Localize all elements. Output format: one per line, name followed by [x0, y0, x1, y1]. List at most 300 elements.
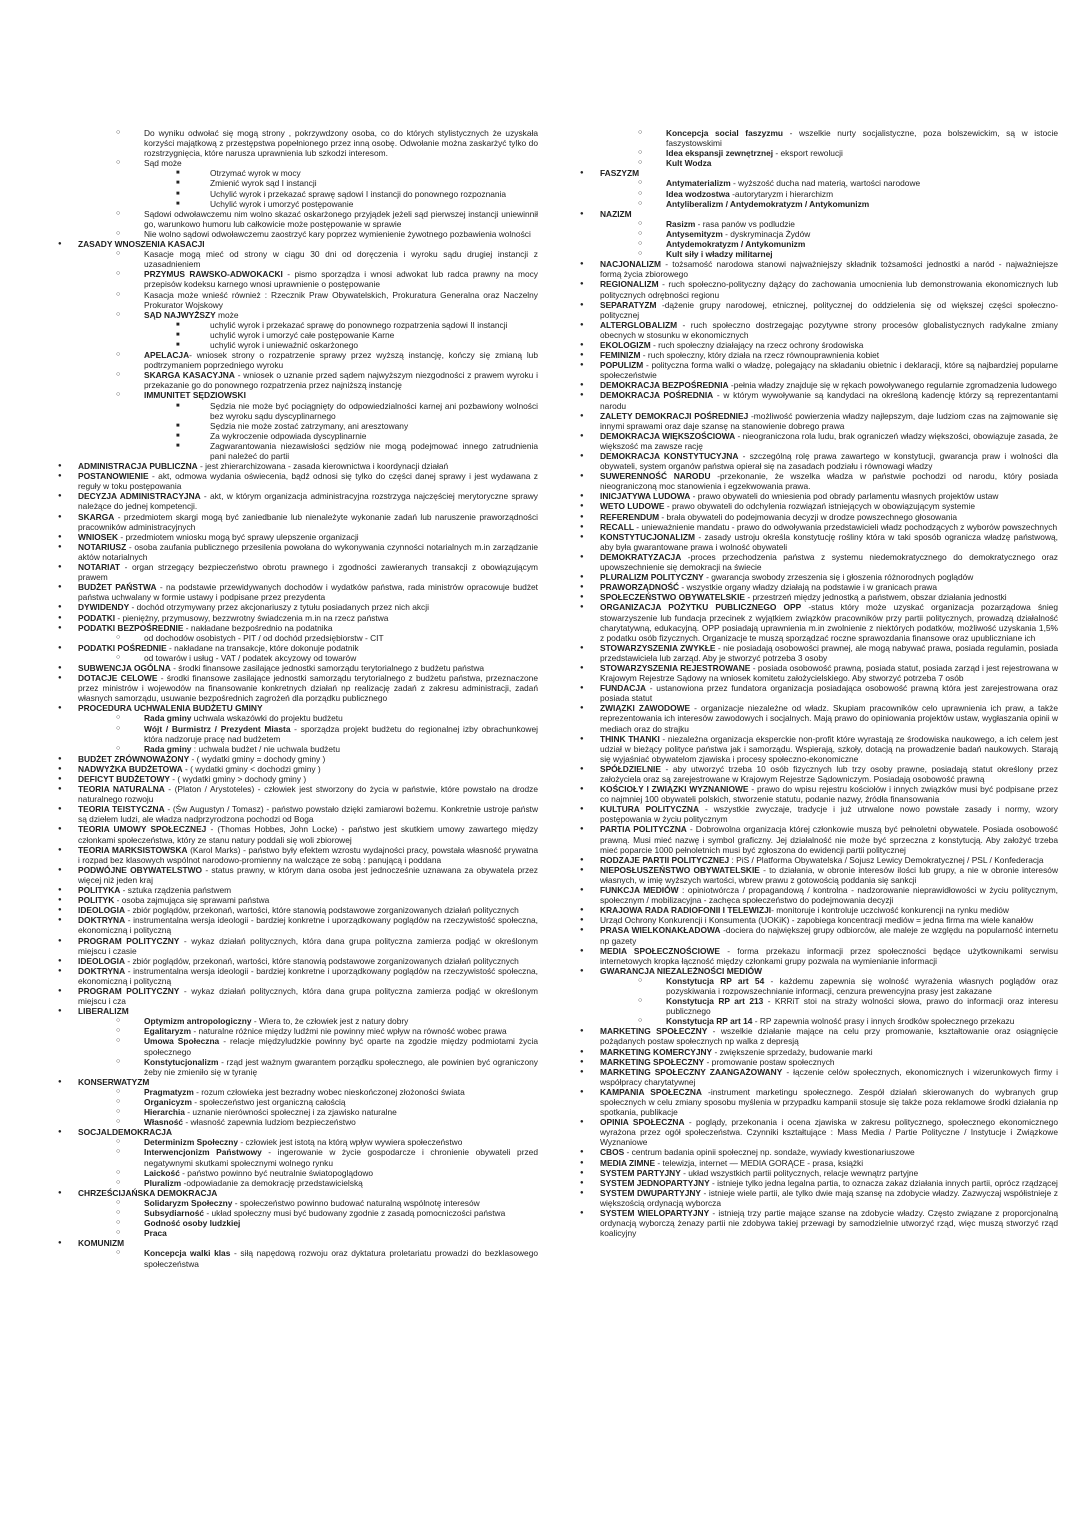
term: DOTACJE CELOWE [78, 673, 158, 684]
list-item [580, 522, 1058, 532]
list-item [580, 1057, 1058, 1067]
definition: - sztuka rządzenia państwem [120, 885, 232, 896]
list-item [580, 1208, 1058, 1238]
term: DYWIDENDY [78, 602, 130, 613]
term: DEMOKRATYZACJA [600, 551, 682, 562]
definition: Zmienić wyrok sąd I instancji [210, 178, 317, 189]
term: Subsydiarność [144, 1208, 205, 1219]
term: Własność [144, 1117, 184, 1128]
list-item [580, 360, 1058, 380]
term: PODATKI [78, 612, 116, 623]
definition: : PiS / Platforma Obywatelska / Sojusz Lewicy Demokratycznej / PSL / Konfederacja [729, 854, 1044, 865]
list-item [580, 1178, 1058, 1188]
term: APELACJA [144, 350, 190, 361]
term: OPINIA SPOŁECZNA [600, 1117, 685, 1128]
term: KRAJOWA RADA RADIOFONII I TELEWIZJI [600, 905, 772, 916]
list-item [580, 390, 1058, 410]
term: GWARANCJA NIEZALEŻNOŚCI MEDIÓW [600, 965, 763, 976]
definition: - istnieje tylko jedna legalna partia, to oznacza zakaz działania innych partii, oprócz rządzącej [709, 1177, 1058, 1188]
definition: Sąd może [144, 158, 182, 169]
list-item [580, 350, 1058, 360]
list-item [58, 744, 538, 754]
definition: - wszystkie zwyczaje, tradycje i już utrwalone nowo powstałe zasady i normy, wzory postępowania w życiu politycznym [600, 804, 1058, 825]
list-item [580, 885, 1058, 905]
list-item [580, 148, 1058, 158]
definition: - Dobrowolna organizacja której członkowie muszą być pełnoletni obywatele. Posiada osobowość prawną. Musi mieć nazwę i symbol graficzny. Jej działalność nie może być sprzeczna z konstytucją. Aby założyć trzeba mieć poparcie 1000 pełnoletnich musi być zgłoszona do ewidencji partii politycznej [600, 824, 1058, 855]
list-item [58, 1218, 538, 1228]
term: PRASA WIELKONAKŁADOWA [600, 925, 721, 936]
term: PRAWORZĄDNOŚĆ [600, 582, 680, 593]
list-item [580, 189, 1058, 199]
list-item [58, 986, 538, 1006]
definition: - istnieją trzy partie mające szanse na zdobycie władzy. Często związane z proporcjonalną ordynacją wyborczą żenazy partii nie zdobywa takiej przewagi by samodzielnie utworzyć rząd, więc muszą stworzyć rząd koalicyjny [600, 1208, 1058, 1239]
list-item [58, 865, 538, 885]
definition: - status prawny, w którym dana osoba jest jednocześnie uznawana za obywatela przez więcej niż jeden kraj [78, 864, 538, 885]
list-item [580, 279, 1058, 299]
list-item [580, 946, 1058, 966]
term: Determinizm Społeczny [144, 1137, 239, 1148]
list-item [580, 1168, 1058, 1178]
term: LIBERALIZM [78, 1006, 129, 1017]
list-item [58, 1107, 538, 1117]
list-item [580, 1158, 1058, 1168]
list-item [58, 189, 538, 199]
definition: Uchylić wyrok i przekazać sprawę sądowi I instancji do ponownego rozpoznania [210, 188, 507, 199]
list-item [580, 1147, 1058, 1157]
list-item [580, 683, 1058, 703]
term: PODWÓJNE OBYWATELSTWO [78, 864, 203, 875]
definition: - wniosek o uznanie przed sądem najwyższym niezgodności z prawem wyroku i przekazanie go do ponownego rozpatrzenia przez najniższą instancję [144, 370, 538, 391]
definition: od towarów i usług - VAT / podatek akcyzowy od towarów [144, 652, 357, 663]
list-item [580, 976, 1058, 996]
term: Solidaryzm Społeczny [144, 1197, 233, 1208]
list-item [58, 703, 538, 713]
definition: - układ wszystkich partii politycznych, relacje wewnątrz partyjne [680, 1167, 919, 1178]
definition: -możliwość powierzenia władzy najlepszym, daje ludziom czas na zajmowanie się innymi sprawami oraz daje szansę na stanowienie dobrego prawa [600, 410, 1058, 431]
term: CBOS [600, 1147, 625, 1158]
term: TEORIA MARKSISTOWSKA [78, 844, 188, 855]
term: Umowa Społeczna [144, 1036, 220, 1047]
definition: - pieniężny, przymusowy, bezzwrotny świadczenia m.in na rzecz państwa [115, 612, 389, 623]
definition: - ( wydatki gminy = dochody gminy ) [189, 753, 326, 764]
term: Idea ekspansji zewnętrznej [666, 148, 774, 159]
definition: - nieograniczona rola ludu, brak ograniczeń władzy większości, obowiązuje zasada, że większość ma zawsze rację [600, 430, 1059, 451]
list-item [58, 370, 538, 390]
term: Pragmatyzm [144, 1086, 194, 1097]
definition: - siłą napędową rozwoju oraz dyktatura proletariatu prowadzi do bezklasowego społeczeństwa [144, 1248, 539, 1269]
list-item [580, 451, 1058, 471]
term: KULTURA POLITYCZNA [600, 804, 700, 815]
term: Egalitaryzm [144, 1026, 192, 1037]
term: Optymizm antropologiczny [144, 1016, 252, 1027]
list-item [580, 1047, 1058, 1057]
definition: - nie posiadają osobowości prawnej, ale mogą nabywać prawa, posiada regulamin, posiada przedstawiciela lub zarząd. Aby je stworzyć potrzeba 3 osoby [600, 642, 1058, 663]
term: NIEPOSŁUSZEŃSTWO OBYWATELSKIE [600, 864, 760, 875]
term: DEMOKRACJA KONSTYTUCYJNA [600, 451, 739, 461]
list-item [580, 966, 1058, 976]
list-item [580, 905, 1058, 915]
term: TEORIA TEISTYCZNA [78, 804, 165, 815]
term: TEORIA UMOWY SPOŁECZNEJ [78, 824, 207, 835]
list-item [58, 320, 538, 330]
definition: - człowiek jest istotą na którą wpływ wywiera społeczeństwo [238, 1137, 463, 1148]
list-item [580, 582, 1058, 592]
definition: uchylić wyrok i uniewaźnić oskarżonego [210, 339, 359, 350]
term: POLITYKA [78, 885, 121, 896]
term: Koncepcja walki klas [144, 1248, 231, 1259]
definition: - instrumentalna wersja ideologii - bardziej konkretne i uporządkowany poglądów na rzeczywistość społeczna, ekonomiczną i polityczną [78, 915, 538, 936]
list-item [58, 441, 538, 461]
definition: - przedmiotem skargi mogą być zaniedbanie lub nienależyte wykonanie zadań lub naruszenie praworządności pracowników administracyjnych [78, 511, 538, 532]
list-item [58, 602, 538, 612]
list-item [580, 512, 1058, 522]
definition: - środki finansowe zasilające jednostki samorządu terytorialnego z budżetu państwa, przeznaczone przez ministrów i wojewodów na finansowanie konkretnych działań np realizację zadań z zakresu administracji, zadań własnych samorządu, usuwanie bezpośrednich zagrożeń dla porządku publicznego [78, 673, 538, 704]
list-item [580, 552, 1058, 572]
term: MARKETING SPOŁECZNY ZAANGAŻOWANY [600, 1066, 783, 1077]
list-item [580, 643, 1058, 663]
term: Godność osoby ludzkiej [144, 1218, 241, 1229]
definition: od dochodów osobistych - PIT / od dochód przedsiębiorstw - CIT [144, 632, 384, 643]
definition: - unieważnienie mandatu - prawo do odwoływania przedstawicieli władz pochodzących z wyborów powszechnych [633, 521, 1058, 532]
definition: - wszelkie działanie mające na celu przy promowanie, kształtowanie oraz osiągnięcie pożądanych postaw społecznych np walka z depresją [600, 1026, 1058, 1047]
list-item [58, 310, 538, 320]
term: ADMINISTRACJA PUBLICZNA [78, 461, 198, 472]
list-item [58, 178, 538, 188]
term: Koncepcja social faszyzmu [666, 128, 784, 138]
list-item [580, 764, 1058, 784]
definition: - niezależna organizacja eksperckie non-profit które wyrastają ze środowiska naukowego, a ich celem jest udział w bieżący polityce państwa jak i samorządu. Wspierają, szkoły, dotacją na prowadzenie badań naukowych. Starają się wyjaśniać obywatelom zjawiska i procesy społeczno-ekonomiczne [600, 733, 1058, 764]
definition: - państwo powinno być neutralnie światopoglądowo [179, 1167, 374, 1178]
term: Wójt / Burmistrz / Prezydent Miasta [144, 723, 291, 734]
list-item [580, 734, 1058, 764]
definition: - pismo sporządza i wnosi adwokat lub radca prawny na mocy przepisów kodeksu karnego wnosi uprawnienie o postępowanie [144, 269, 538, 290]
list-item [58, 936, 538, 956]
term: PARTIA POLITYCZNA [600, 824, 687, 835]
term: SYSTEM JEDNOPARTYJNY [600, 1177, 710, 1188]
term: WNIOSEK [78, 531, 119, 542]
term: STOWARZYSZENIA REJESTROWANE [600, 662, 751, 673]
term: Pluralizm [144, 1177, 182, 1188]
list-item [58, 895, 538, 905]
list-item [580, 340, 1058, 350]
term: Praca [144, 1228, 167, 1239]
definition: - osoba zaufania publicznego przesilenia powołana do wykonywania czynności notarialnych m.in zarządzanie aktów notarialnych [78, 541, 538, 562]
term: Antyliberalizm / Antydemokratyzm / Antykomunizm [666, 198, 870, 209]
list-item [580, 431, 1058, 451]
definition: (Karol Marks) - państwo były efektem wzrostu wydajności pracy, powstała własność prywatna i rozpad bez klasowych wspólnot narodowo-promienny na walczące ze sobą : panującą i poddana [78, 844, 538, 865]
definition: uchylić wyrok i umorzyć całe postępowanie Karne [210, 329, 395, 340]
term: PODATKI POŚREDNIE [78, 642, 167, 653]
term: PODATKI BEZPOŚREDNIE [78, 622, 184, 633]
list-item [58, 532, 538, 542]
term: FEMINIZM [600, 350, 641, 361]
definition: Sędzia nie może zostać zatrzymany, ani aresztowany [210, 420, 409, 431]
definition: - istnieje wiele partii, ale tylko dwie mają szansę na zdobycie władzy. Zazwyczaj współistnieje z większością ordynacją wyborcza [600, 1187, 1058, 1208]
list-item [58, 1188, 538, 1198]
definition: -proces przechodzenia państwa z systemu niedemokratycznego do demokratycznego oraz upowszechnienie się demokracji na świecie [600, 551, 1058, 573]
definition: - forma przekazu informacji przez społeczności będące użytkownikami serwisu internetowych kropka łączność między członkami grupy pozwala na wymienianie informacji [600, 945, 1059, 966]
term: KONSTYTUCJONALIZM [600, 531, 695, 542]
term: ALTERGLOBALIZM [600, 319, 678, 330]
term: ORGANIZACJA POŻYTKU PUBLICZNEGO OPP [600, 602, 802, 613]
term: Kult siły i władzy militarnej [666, 249, 773, 260]
term: Konstytucja RP art 213 [666, 996, 764, 1007]
list-item [580, 663, 1058, 683]
term: THINK THANKI [600, 733, 660, 744]
term: DOKTRYNA [78, 915, 126, 926]
list-item [58, 562, 538, 582]
list-item [58, 290, 538, 310]
definition: -instrument marketingu społecznego. Zespół działań skierowanych do wybranych grup społecznych w celu zmiany sposobu myślenia w przypadku kampanii stosuje się także poza reklamowe środki działania np spotkania, publikacje [600, 1086, 1059, 1118]
definition: - ruch społeczny działający na rzecz ochrony środowiska [650, 339, 864, 350]
list-item [58, 340, 538, 350]
term: SPÓŁDZIELNIE [600, 763, 661, 774]
list-item [58, 1087, 538, 1097]
definition: - prawo obywateli do odchylenia rozwiązań istniejących w obowiązującym systemie [664, 501, 975, 512]
definition: - zbiór poglądów, przekonań, wartości, które stanowią podstawowe zorganizowanych działań politycznych [125, 905, 519, 916]
definition: - układ społeczny musi być budowany zgodnie z zasadą pomocniczości państwa [204, 1208, 506, 1219]
term: KOŚCIOŁY I ZWIĄZKI WYZNANIOWE [600, 784, 749, 795]
list-item [580, 199, 1058, 209]
term: INICJATYWA LUDOWA [600, 491, 691, 502]
list-item [580, 1117, 1058, 1147]
definition: - społeczeństwo powinno budować naturalną wspólnotę interesów [232, 1197, 480, 1208]
definition: - akt, w którym organizacja administracyjna rozstrzyga najczęściej merytoryczne sprawy należące do jednej kompetencji. [78, 491, 538, 512]
definition: - dyskryminacja Żydów [722, 228, 811, 239]
list-item [580, 411, 1058, 431]
definition: - Wiera to, że człowiek jest z natury dobry [251, 1016, 409, 1027]
list-item [58, 542, 538, 562]
term: SYSTEM DWUPARTYJNY [600, 1187, 702, 1198]
definition: - centrum badania opinii społecznej np. sondaże, wywiady kwestionariuszowe [624, 1147, 915, 1158]
term: TEORIA NATURALNA [78, 784, 165, 795]
definition: - uznanie nierówności społecznej i za zjawisko naturalne [184, 1107, 397, 1118]
definition: - osoba zajmująca się sprawami państwa [114, 895, 270, 906]
list-item [58, 653, 538, 663]
term: PROGRAM POLITYCZNY [78, 985, 180, 996]
definition: - organizacje niezależne od władz. Skupiam pracowników celo uprawnienia ich praw, a także reprezentowania ich interesów zawodowych i socjalnych. Mają prawo do opiniowania projektów ustaw, wygłaszania opinii w mediach oraz do strajku [600, 703, 1059, 734]
list-item [580, 855, 1058, 865]
definition: -pełnia władzy znajduje się w rękach powoływanego regularnie zgromadzenia ludowego [728, 380, 1057, 391]
list-item [580, 532, 1058, 552]
term: DEMOKRACJA POŚREDNIA [600, 390, 714, 401]
list-item [58, 824, 538, 844]
term: REFERENDUM [600, 511, 660, 522]
definition: - ( wydatki gminy < dochodzi gminy ) [182, 763, 321, 774]
definition: - eksport rewolucji [773, 148, 843, 159]
term: Hierarchia [144, 1107, 185, 1118]
list-item [58, 1228, 538, 1238]
definition: - sporządza projekt budżetu do regionalnej izby obrachunkowej która nadzoruje pracę nad budżetem [144, 723, 538, 744]
list-item [58, 643, 538, 653]
definition: - łączenie celów społecznych, ekonomicznych i wizerunkowych firmy i współpracy charytatywnej [600, 1066, 1059, 1087]
term: MARKETING SPOŁECZNY [600, 1056, 705, 1067]
term: MEDIA SPOŁECZNOŚCIOWE [600, 945, 721, 956]
list-item [580, 865, 1058, 885]
definition: - rasa panów vs podludzie [695, 218, 795, 229]
definition: - aby utworzyć trzeba 10 osób fizycznych lub trzy osoby prawne, posiadają statut określony przez założyciela oraz są zarejestrowane w Krajowym Rejestrze Sądowniczym. Posiadają osobowość prawną [600, 763, 1058, 784]
definition: - relacje międzyludzkie powinny być oparte na zgodzie między podmiotami życia społecznego [144, 1036, 538, 1057]
term: PROCEDURA UCHWALENIA BUDŻETU GMINY [78, 703, 263, 714]
list-item [58, 1097, 538, 1107]
list-item [58, 1178, 538, 1188]
definition: Urząd Ochrony Konkurencji i Konsumenta (UOKiK) - zapobiega koncentracji mediów = jedna firma ma wiele kanałów [600, 915, 1034, 926]
list-item [580, 300, 1058, 320]
list-item [580, 1016, 1058, 1026]
list-item [58, 1208, 538, 1218]
list-item [58, 845, 538, 865]
term: SUWERENNOŚĆ NARODU [600, 471, 711, 482]
term: NOTARIUSZ [78, 541, 127, 552]
list-item [58, 168, 538, 178]
list-item [58, 421, 538, 431]
term: DOKTRYNA [78, 965, 126, 976]
definition: - ruch społeczny, który działa na rzecz równouprawnienia kobiet [640, 350, 880, 361]
definition: - telewizja, internet — MEDIA GORĄCE - prasa, książki [655, 1157, 864, 1168]
definition: : opiniotwórcza / propagandową / kontrolna - nadzorowanie nieprawidłowości w życiu politycznym, społecznym / mobilizacyjna - zachęca społeczeństwo do podejmowania decyzji [600, 885, 1058, 906]
list-item [580, 491, 1058, 501]
list-item [58, 390, 538, 400]
definition: - brała obywateli do podejmowania decyzji w drodze powszechnego głosowania [659, 511, 958, 522]
term: KONSERWATYZM [78, 1076, 150, 1087]
definition: -dociera do największej grupy odbiorców, ale maleje ze względu na popularność internetu np gazety [600, 925, 1058, 946]
term: Konstytucjonalizm [144, 1056, 219, 1067]
definition: - ingerowanie w życie gospodarcze i chronienie obywateli przed negatywnymi skutkami społecznymi wolnego rynku [144, 1147, 538, 1168]
definition: - każdemu zapewnia się wolność wyrażenia własnych poglądów oraz pozyskiwania i rozpowszechnianie informacji, cenzura prewencyjna prasy jest zakazane [666, 975, 1059, 996]
list-item [58, 784, 538, 804]
definition: - (Św Augustyn / Tomasz) - państwo powstało dzięki zamiarowi bożemu. Konkretnie ustroje państw są dziełem ludzi, ale władza nadprzyrodzona pochodzi od Boga [78, 804, 539, 825]
definition: - przestrzeń między jednostką a państwem, obszar działania jednostki [745, 592, 1007, 603]
definition: - organ strzegący bezpieczeństwo obrotu prawnego i zgodności zawieranych transakcji z obowiązującym prawem [78, 562, 538, 583]
list-item [580, 996, 1058, 1016]
list-item [580, 1087, 1058, 1117]
definition: - promowanie postaw społecznych [704, 1056, 835, 1067]
definition: -dążenie grupy narodowej, etnicznej, politycznej do oddzielenia się od większej części społeczno-politycznej [600, 299, 1058, 320]
term: Rada gminy [144, 743, 192, 754]
definition: - ruch społeczno-polityczny dążący do zachowania umocnienia lub demonstrowania ekonomicznych lub politycznych odrębności regionu [600, 279, 1058, 300]
term: BUDŻET ZRÓWNOWAŻONY [78, 753, 190, 764]
definition: - naturalne różnice między ludźmi nie powinny mieć wpływ na równość wobec prawa [191, 1026, 507, 1037]
term: ZWIĄZKI ZAWODOWE [600, 703, 691, 714]
list-item [58, 663, 538, 673]
term: Antysemityzm [666, 228, 723, 239]
definition: -autorytaryzm i hierarchizm [729, 188, 834, 199]
right-column [580, 128, 1058, 1238]
definition: uchwala wskazówki do projektu budżetu [191, 713, 343, 724]
definition: może [215, 309, 239, 320]
definition: - ( wydatki gminy > dochody gminy ) [169, 774, 307, 784]
term: SEPARATYZM [600, 299, 657, 310]
definition: - gwarancja swobody zrzeszenia się i głoszenia różnorodnych poglądów [703, 572, 974, 583]
term: SYSTEM WIELOPARTYJNY [600, 1208, 710, 1219]
list-item [58, 512, 538, 532]
definition: - wszelkie nurty socjalistyczne, poza bolszewickim, są w istocie faszystowskimi [666, 128, 1058, 149]
list-item [58, 804, 538, 824]
list-item [580, 1188, 1058, 1208]
term: Idea wodzostwa [666, 188, 730, 199]
term: Konstytucja RP art 54 [666, 975, 765, 986]
list-item [58, 239, 538, 249]
list-item [580, 158, 1058, 168]
list-item [580, 1026, 1058, 1046]
list-item [580, 925, 1058, 945]
definition: - nakładane bezpośrednio na podatnika [183, 622, 333, 633]
definition: - zasady ustroju określa konstytucję rośliny która w taki sposób ogranicza władzę państwową, aby była gwarantowane prawa i wolność obywateli [600, 531, 1058, 552]
definition: -odpowiadanie za demokrację przedstawicielską [181, 1177, 363, 1188]
definition: Kasacje mogą mieć od strony w ciągu 30 dni od doręczenia i wyroku sądu drugiej instancji z uzasadnieniem [144, 249, 538, 270]
definition: - rozum człowieka jest bezradny wobec nieskończonej złożoności świata [193, 1086, 465, 1097]
list-item [580, 259, 1058, 279]
term: SUBWENCJA OGÓLNA [78, 662, 171, 673]
term: ZASADY WNOSZENIA KASACJI [78, 239, 205, 250]
list-item [580, 572, 1058, 582]
term: MARKETING SPOŁECZNY [600, 1026, 708, 1037]
list-item [580, 784, 1058, 804]
definition: Sędzia nie może być pociągnięty do odpowiedzialności karnej ani pozbawiony wolności bez wyroku sądu dyscyplinarnego [210, 400, 538, 421]
term: RECALL [600, 521, 634, 532]
term: Rada gminy [144, 713, 192, 724]
definition: - środki finansowe zasilające jednostki samorządu terytorialnego z budżetu państwa [170, 662, 485, 673]
list-item [58, 401, 538, 421]
list-item [580, 229, 1058, 239]
term: SPOŁECZEŃSTWO OBYWATELSKIE [600, 592, 746, 603]
list-item [58, 1077, 538, 1087]
definition: : uchwala budżet / nie uchwala budżetu [191, 743, 341, 754]
definition: - wszystkie organy władzy działają na podstawie i w granicach prawa [679, 582, 937, 593]
list-item [580, 501, 1058, 511]
list-item [580, 219, 1058, 229]
list-item [58, 350, 538, 370]
term: MEDIA ZIMNE [600, 1157, 656, 1168]
list-item [58, 1036, 538, 1056]
definition: - prawo obywateli do wniesienia pod obrady parlamentu własnych projektów ustaw [690, 491, 999, 502]
term: Antydemokratyzm / Antykomunizm [666, 239, 806, 250]
definition: - zwiększenie sprzedaży, budowanie marki [712, 1046, 873, 1057]
definition: - dochód otrzymywany przez akcjonariuszy z tytułu posiadanych przez nich akcji [129, 602, 429, 613]
definition: - na podstawie przewidywanych dochodów i wydatków państwa, rada ministrów opracowuje budżet państwa uchwalany w formie ustawy i podpisane przez prezydenta [78, 582, 538, 603]
list-item [58, 582, 538, 602]
list-item [58, 128, 538, 158]
definition: - RP zapewnia wolność prasy i innych środków społecznego przekazu [752, 1016, 1015, 1027]
list-item [580, 168, 1058, 178]
term: NACJONALIZM [600, 259, 661, 270]
term: KAMPANIA SPOŁECZNA [600, 1086, 702, 1097]
term: NAZIZM [600, 208, 632, 219]
list-item [580, 1067, 1058, 1087]
definition: - społeczeństwo jest organiczną całością [191, 1097, 346, 1107]
list-item [58, 330, 538, 340]
list-item [58, 915, 538, 935]
definition: - poglądy, przekonania i ocena zjawiska w zakresu politycznego, społecznego ekonomicznego wyrażona przez ogół społeczeństwa. Czynniki kształtujące : Mass Media / Partie Polityczne / Instytucje i Związkowe Wyznaniowe [600, 1117, 1059, 1148]
list-item [58, 1147, 538, 1167]
definition: - wniosek strony o rozpatrzenie sprawy przez wyższą instancję, kończy się zmianą lub podtrzymaniem poprzedniego wyroku [144, 350, 538, 371]
definition: - ruch społeczno dostrzegając pozytywne strony procesów globalistycznych radykalne zmiany obecnych w stosunku w ekonomicznych [600, 319, 1058, 340]
list-item [58, 1057, 538, 1077]
term: IMMUNITET SĘDZIOWSKI [144, 390, 246, 401]
term: KOMUNIZM [78, 1238, 125, 1249]
term: CHRZEŚCIJAŃSKA DEMOKRACJA [78, 1187, 218, 1198]
list-item [58, 966, 538, 986]
list-item [580, 209, 1058, 219]
term: BUDŻET PAŃSTWA [78, 582, 157, 593]
definition: - tożsamość narodowa stanowi najważniejszy składnik tożsamości jednostki a naród - najważniejsze formą życia zbiorowego [600, 259, 1058, 280]
definition: Za wykroczenie odpowiada dyscyplinarnie [210, 430, 367, 441]
list-item [580, 178, 1058, 188]
term: PLURALIZM POLITYCZNY [600, 572, 704, 583]
term: Konstytucja RP art 14 [666, 1016, 753, 1027]
definition: Otrzymać wyrok w mocy [210, 168, 301, 179]
list-item [58, 1006, 538, 1016]
